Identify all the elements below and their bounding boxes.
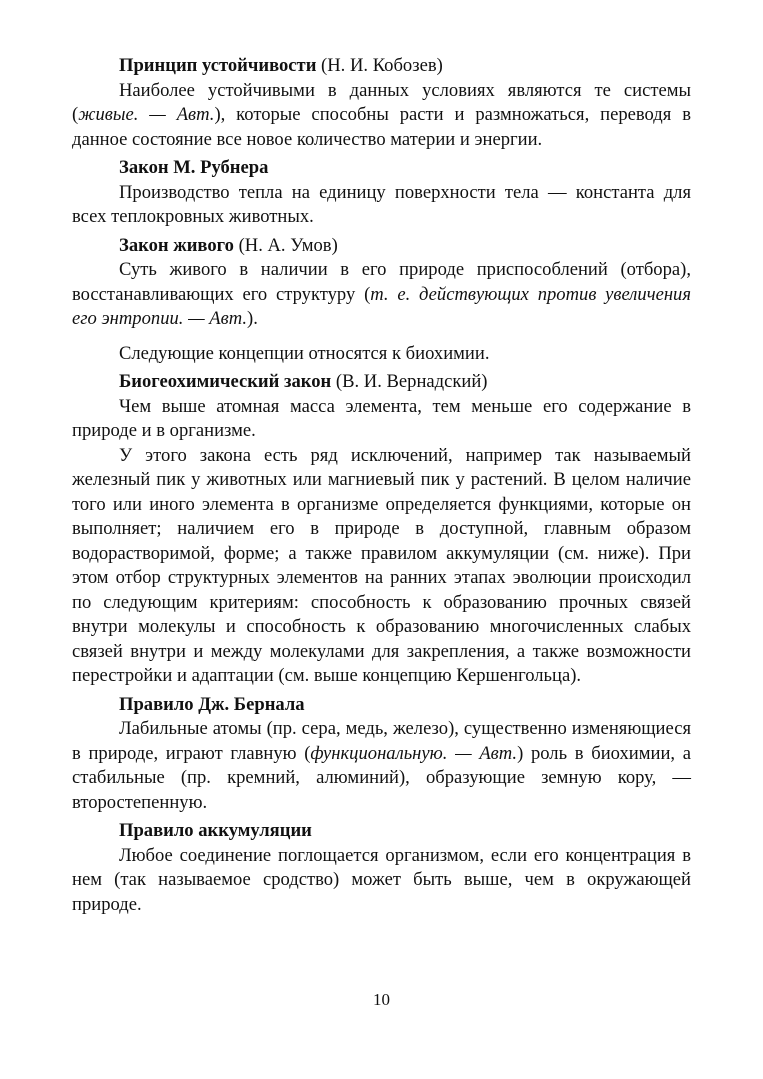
- page-number: 10: [373, 990, 390, 1009]
- heading-text: Правило Дж. Бернала: [119, 693, 305, 715]
- heading-text: Правило аккумуляции: [119, 820, 312, 841]
- heading-author: (Н. А. Умов): [233, 234, 338, 256]
- paragraph-bernal: [72, 717, 691, 815]
- section-heading-bernal: [72, 693, 691, 718]
- paragraph-text: ), которые способны расти и размножаться, переводя в данное состояние все новое количество материи и энергии.: [72, 104, 691, 150]
- heading-text: Биогеохимический закон: [119, 371, 332, 392]
- paragraph-biochem-intro: Следующие концепции относятся к биохимии.: [119, 342, 490, 364]
- section-heading-rubner: [72, 156, 691, 181]
- paragraph-stability: [72, 79, 691, 153]
- section-heading-living: [72, 234, 691, 259]
- heading-author: (В. И. Вернадский): [331, 371, 488, 392]
- section-heading-biogeochem: [72, 370, 691, 395]
- section-heading-accumulation: [72, 819, 691, 844]
- paragraph-text: Суть живого в наличии в его природе приспособлений (отбора), восстанавливающих его структуру (: [72, 259, 691, 305]
- paragraph-rubner: Производство тепла на единицу поверхности тела — константа для всех теплокровных животных.: [72, 181, 691, 227]
- paragraph-emphasis: функциональную. — Авт.: [310, 742, 518, 764]
- paragraph-emphasis: т. е. действующих против увеличения его энтропии. — Авт.: [72, 283, 691, 329]
- heading-text: Закон живого: [119, 234, 234, 256]
- paragraph-text: ).: [247, 308, 258, 329]
- page-body: [72, 54, 691, 917]
- heading-text: Закон М. Рубнера: [119, 157, 269, 178]
- paragraph-biogeochem-exceptions: У этого закона есть ряд исключений, например так называемый железный пик у животных или магниевый пик у растений. В целом наличие того или иного элемента в организме определяется функциями, которые он выполняет; наличием его в природе в доступной, главным образом водорастворимой, форме; а также правилом аккумуляции (см. ниже). При этом отбор структурных элементов на ранних этапах эволюции происходил по следующим критериям: способность к образованию прочных связей внутри молекулы и способность к образованию многочисленных слабых связей внутри и между молекулами для закрепления, а также возможности перестройки и адаптации (см. выше концепцию Кершенгольца).: [72, 444, 691, 686]
- section-heading-stability: [72, 54, 691, 79]
- heading-author: (Н. И. Кобозев): [316, 55, 443, 76]
- paragraph-emphasis: живые. — Авт.: [78, 104, 215, 125]
- heading-text: Принцип устойчивости: [119, 55, 317, 76]
- paragraph-living: [72, 258, 691, 332]
- paragraph-biogeochem: Чем выше атомная масса элемента, тем меньше его содержание в природе и в организме.: [72, 395, 691, 441]
- paragraph-text: ) роль в биохимии, а стабильные (пр. кремний, алюминий), образующие земную кору, — второстепенную.: [72, 742, 691, 813]
- paragraph-accumulation: Любое соединение поглощается организмом, если его концентрация в нем (так называемое сродство) может быть выше, чем в окружающей природе.: [72, 844, 691, 915]
- paragraph-text: Наиболее устойчивыми в данных условиях являются те системы (: [72, 79, 691, 125]
- paragraph-text: Лабильные атомы (пр. сера, медь, железо), существенно изменяющиеся в природе, играют главную (: [72, 718, 691, 764]
